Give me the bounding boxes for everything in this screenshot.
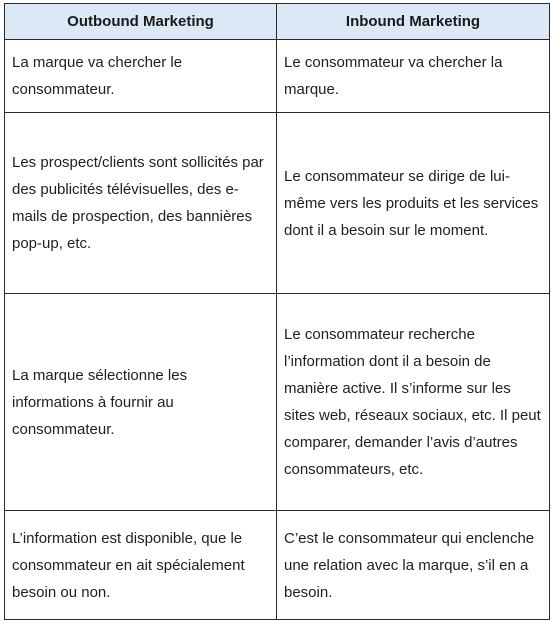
outbound-cell: Les prospect/clients sont sollicités par des publicités télévisuelles, des e-mails de prospection, des bannières pop-up, etc. [5,113,277,294]
comparison-table [4,3,550,620]
inbound-cell: Le consommateur se dirige de lui-même vers les produits et les services dont il a besoin sur le moment. [277,113,550,294]
table-row [5,40,550,113]
outbound-cell: La marque va chercher le consommateur. [5,40,277,113]
inbound-cell: Le consommateur recherche l’information dont il a besoin de manière active. Il s’informe sur les sites web, réseaux sociaux, etc. Il peut comparer, demander l’avis d’autres consommateurs, etc. [277,294,550,511]
outbound-cell: La marque sélectionne les informations à fournir au consommateur. [5,294,277,511]
inbound-cell: Le consommateur va chercher la marque. [277,40,550,113]
inbound-cell: C’est le consommateur qui enclenche une relation avec la marque, s’il en a besoin. [277,511,550,620]
comparison-table-container [4,3,549,623]
header-outbound-marketing: Outbound Marketing [5,4,277,40]
table-row [5,294,550,511]
table-row [5,113,550,294]
table-header-row [5,4,550,40]
header-inbound-marketing: Inbound Marketing [277,4,550,40]
table-row [5,511,550,620]
outbound-cell: L’information est disponible, que le consommateur en ait spécialement besoin ou non. [5,511,277,620]
